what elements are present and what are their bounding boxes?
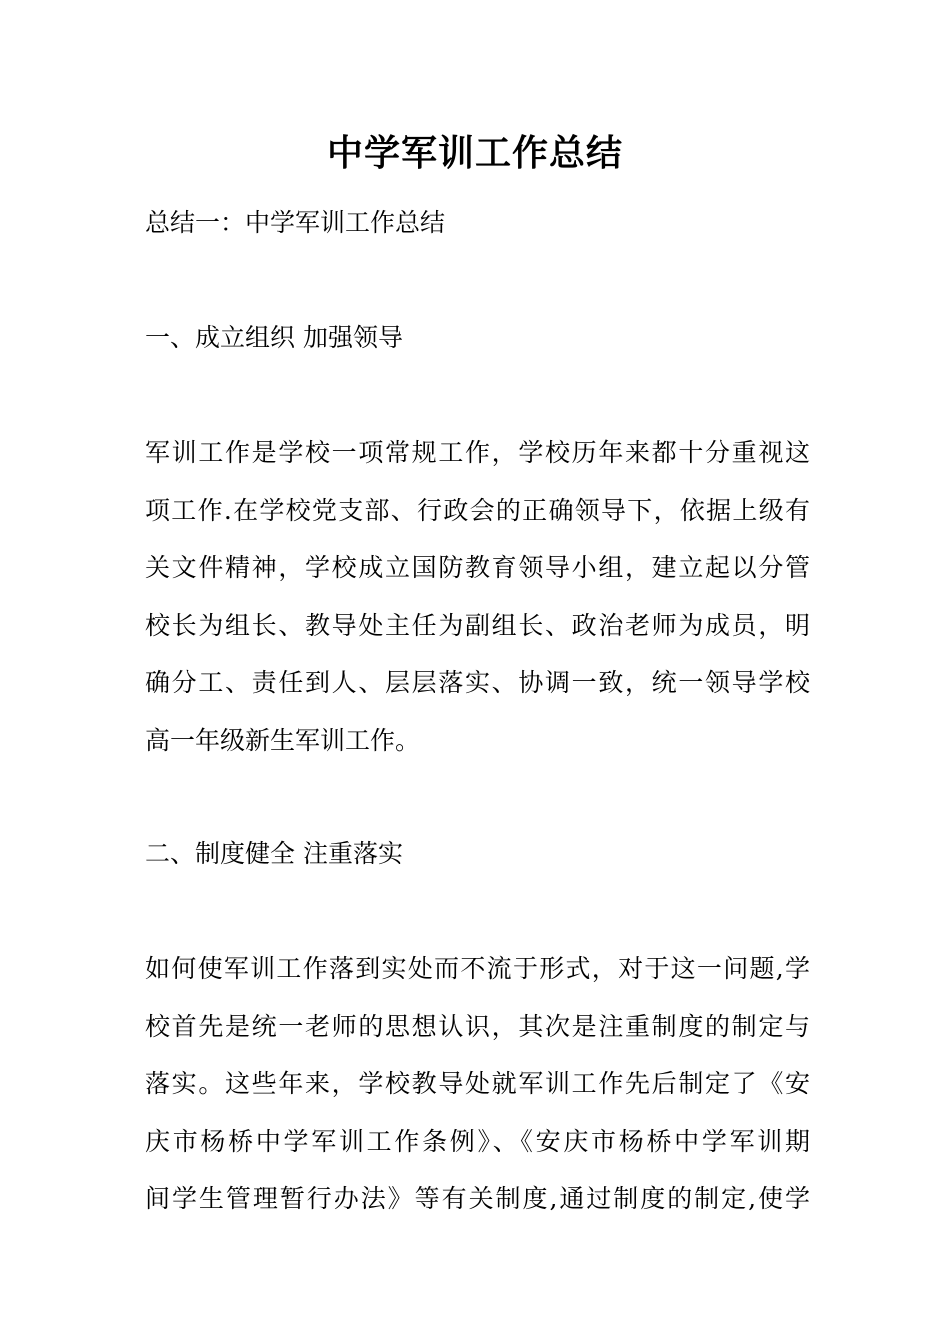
section2-line-5: 间学生管理暂行办法》等有关制度,通过制度的制定,使学 [145, 1184, 810, 1213]
section1-line-6: 高一年级新生军训工作。 [145, 725, 421, 755]
document-subtitle: 总结一：中学军训工作总结 [145, 208, 446, 237]
document-title: 中学军训工作总结 [326, 132, 623, 174]
section1-line-5: 确分工、责任到人、层层落实、协调一致，统一领导学校 [145, 668, 810, 697]
section2-line-3: 落实。这些年来，学校教导处就军训工作先后制定了《安 [145, 1069, 810, 1098]
section2-paragraph [145, 940, 810, 1228]
section1-line-4: 校长为组长、教导处主任为副组长、政治老师为成员，明 [145, 610, 810, 640]
section1-line-2: 项工作.在学校党支部、行政会的正确领导下，依据上级有 [145, 495, 810, 525]
section2-line-2: 校首先是统一老师的思想认识，其次是注重制度的制定与 [145, 1011, 810, 1041]
section1-paragraph [145, 424, 810, 769]
section2-heading: 二、制度健全 注重落实 [145, 839, 403, 868]
section2-line-1: 如何使军训工作落到实处而不流于形式，对于这一问题,学 [145, 954, 810, 983]
section1-heading: 一、成立组织 加强领导 [145, 323, 403, 352]
section2-line-4: 庆市杨桥中学军训工作条例》、《安庆市杨桥中学军训期 [145, 1126, 810, 1156]
section1-line-3: 关文件精神，学校成立国防教育领导小组，建立起以分管 [145, 553, 810, 582]
section1-line-1: 军训工作是学校一项常规工作，学校历年来都十分重视这 [145, 438, 810, 467]
